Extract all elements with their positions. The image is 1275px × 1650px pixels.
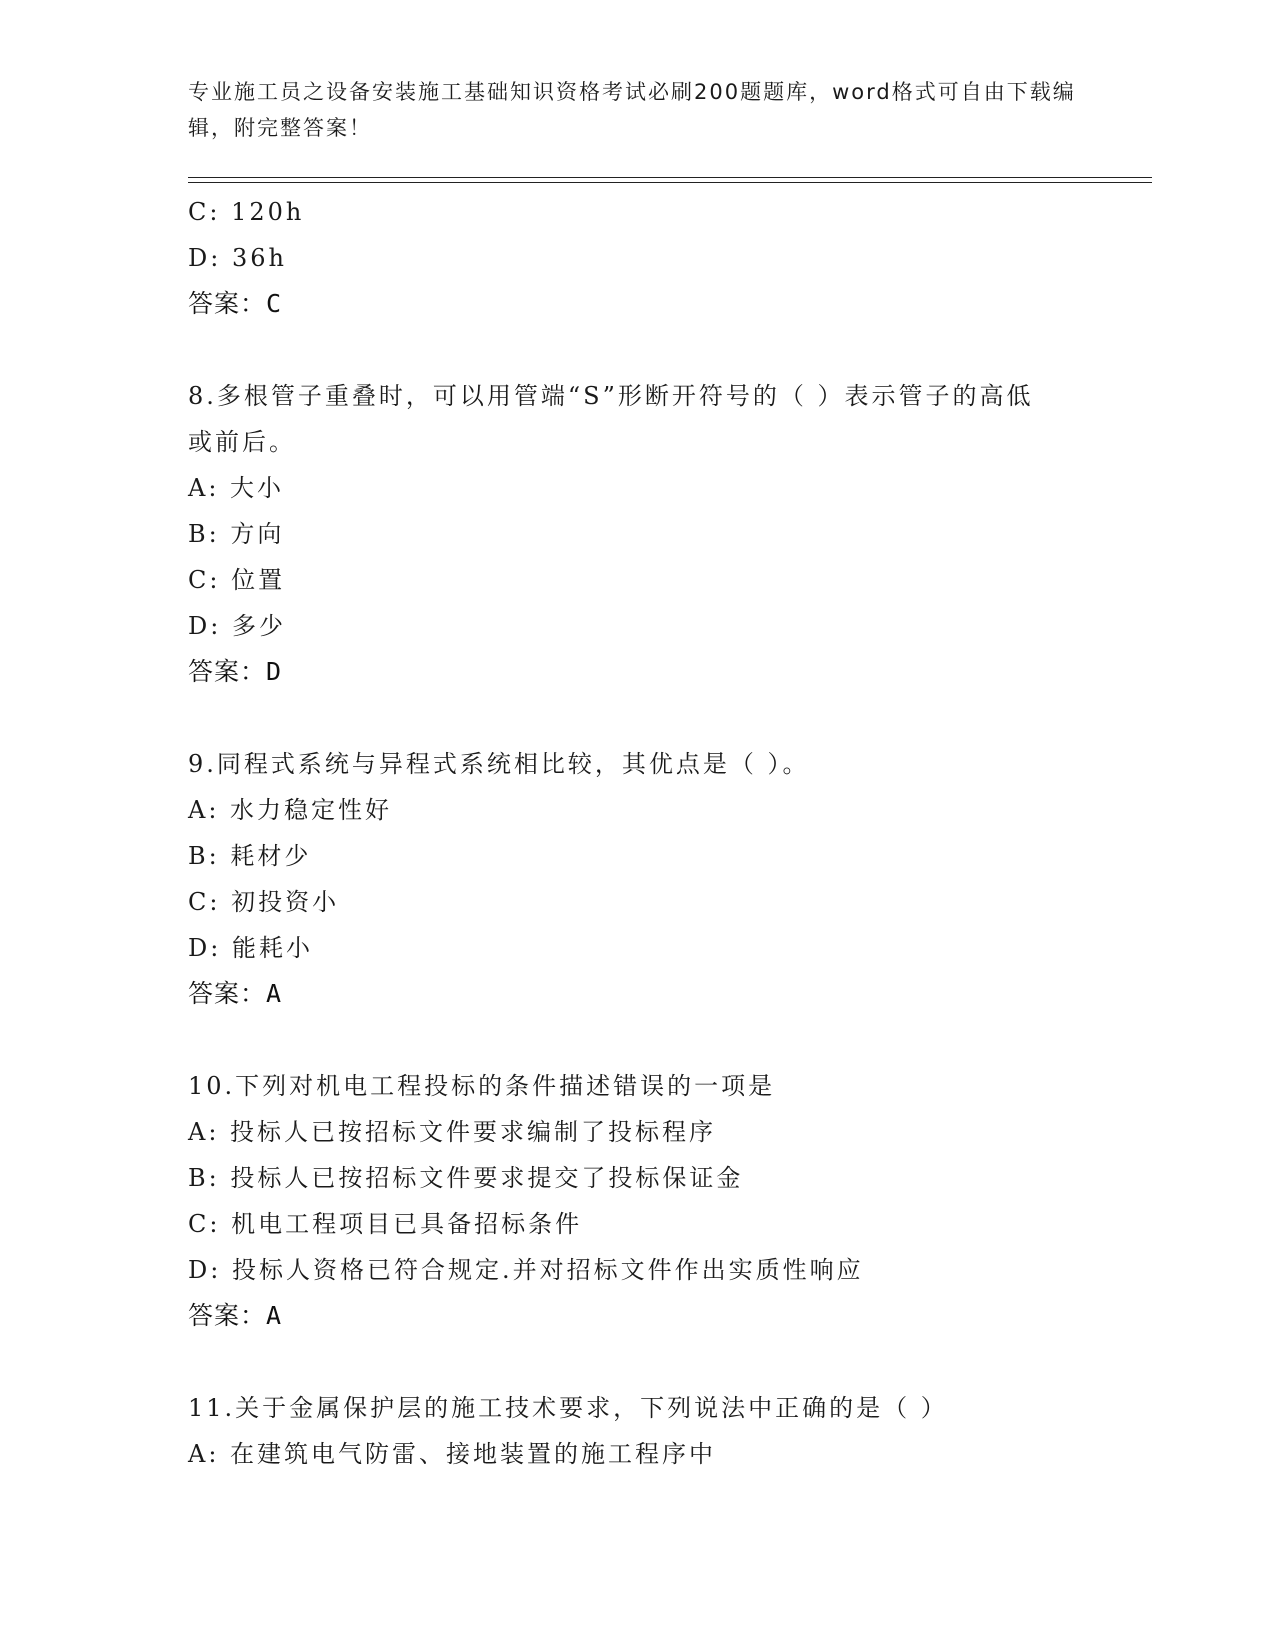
option-c: C: 机电工程项目已具备招标条件	[188, 1210, 583, 1238]
question-stem: 10.下列对机电工程投标的条件描述错误的一项是	[188, 1072, 776, 1100]
answer-line: 答案：C	[188, 289, 283, 318]
question-11	[188, 1385, 1152, 1477]
option-d: D: 能耗小	[188, 934, 313, 962]
question-carryover	[188, 189, 1152, 327]
question-list	[188, 189, 1152, 1477]
option-d: D: 多少	[188, 612, 286, 640]
option-b: B: 方向	[188, 520, 285, 548]
option-b: B: 投标人已按招标文件要求提交了投标保证金	[188, 1164, 744, 1192]
spacer	[188, 1339, 1152, 1385]
answer-line: 答案：D	[188, 657, 283, 686]
document-header	[188, 74, 1088, 146]
header-divider-top	[188, 177, 1152, 178]
header-divider-bottom	[188, 182, 1152, 183]
question-10	[188, 1063, 1152, 1339]
question-8	[188, 373, 1152, 695]
option-d: D: 36h	[188, 244, 287, 272]
option-c: C: 位置	[188, 566, 286, 594]
question-stem: 8.多根管子重叠时，可以用管端“S”形断开符号的（ ）表示管子的高低或前后。	[188, 382, 1034, 456]
option-a: A: 大小	[188, 474, 285, 502]
option-a: A: 投标人已按招标文件要求编制了投标程序	[188, 1118, 717, 1146]
spacer	[188, 1017, 1152, 1063]
spacer	[188, 695, 1152, 741]
header-title: 专业施工员之设备安装施工基础知识资格考试必刷200题题库，word格式可自由下载编辑，附完整答案！	[188, 80, 1076, 140]
spacer	[188, 327, 1152, 373]
option-d: D: 投标人资格已符合规定.并对招标文件作出实质性响应	[188, 1256, 864, 1284]
option-a: A: 在建筑电气防雷、接地装置的施工程序中	[188, 1440, 717, 1468]
question-stem: 11.关于金属保护层的施工技术要求，下列说法中正确的是（ ）	[188, 1394, 948, 1422]
question-9	[188, 741, 1152, 1017]
answer-line: 答案：A	[188, 979, 283, 1008]
option-c: C: 初投资小	[188, 888, 340, 916]
answer-line: 答案：A	[188, 1301, 283, 1330]
option-c: C: 120h	[188, 198, 305, 226]
question-stem: 9.同程式系统与异程式系统相比较，其优点是（ ）。	[188, 750, 810, 778]
option-a: A: 水力稳定性好	[188, 796, 393, 824]
option-b: B: 耗材少	[188, 842, 312, 870]
